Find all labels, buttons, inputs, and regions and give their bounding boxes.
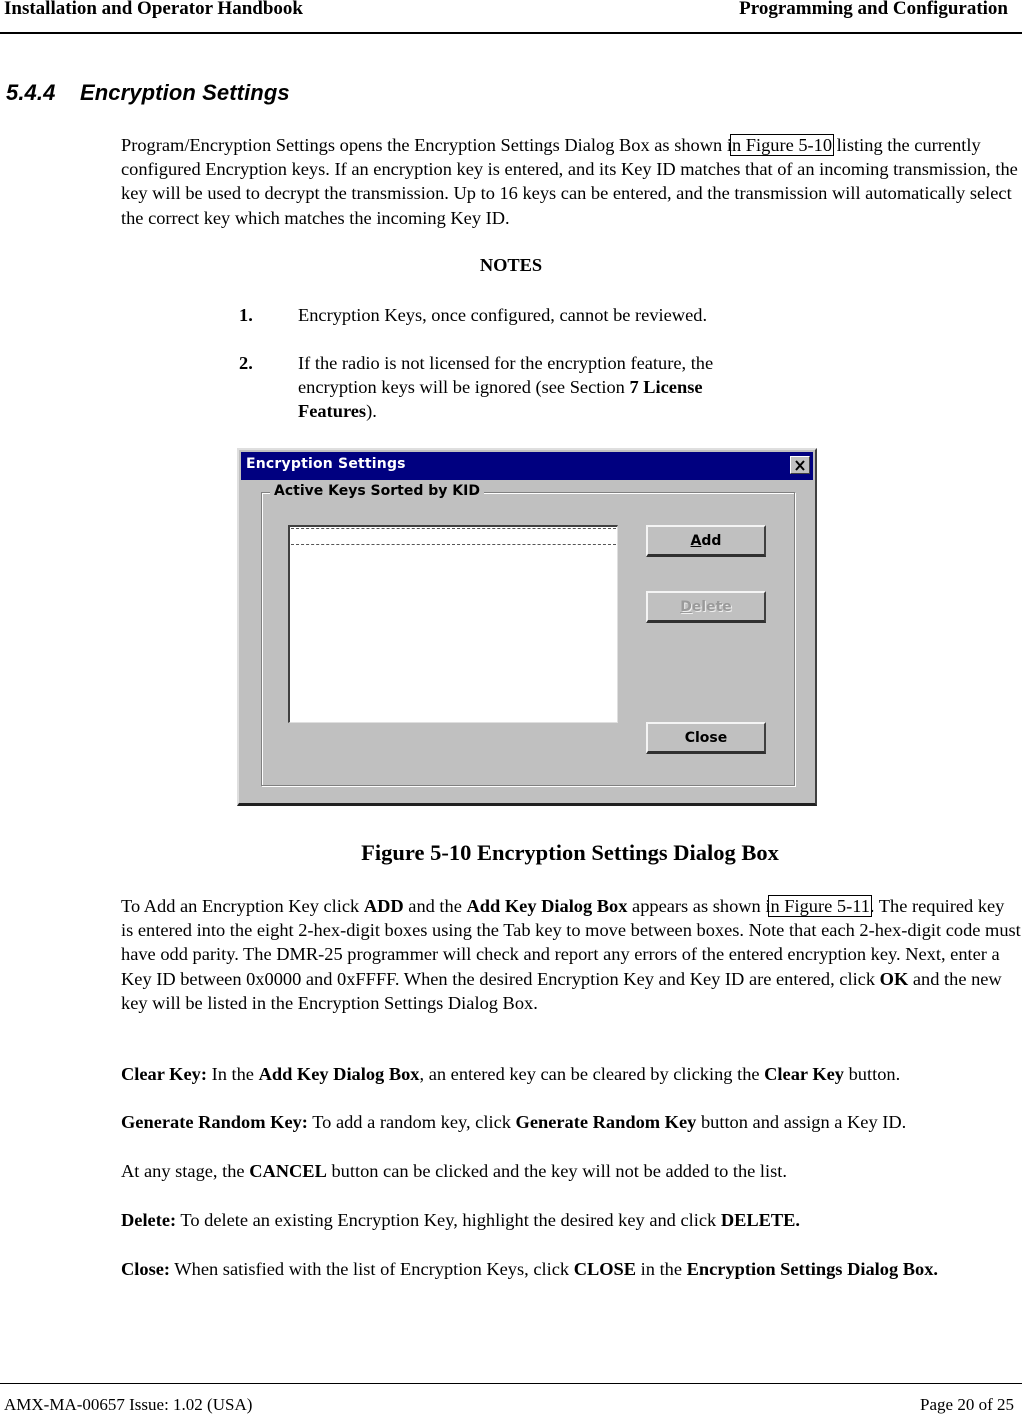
groupbox-label: Active Keys Sorted by KID xyxy=(270,483,484,499)
intro-paragraph xyxy=(121,133,1021,230)
cancel-paragraph: At any stage, the CANCEL button can be clicked and the key will not be added to the list. xyxy=(121,1161,788,1181)
notes-heading: NOTES xyxy=(479,255,543,275)
footer-divider xyxy=(0,1383,1022,1384)
intro-text: Program/Encryption Settings opens the Encryption Settings Dialog Box as shown i xyxy=(121,135,732,155)
close-button[interactable]: Close xyxy=(646,722,766,754)
note-item-1 xyxy=(239,303,779,327)
close-icon xyxy=(794,460,806,471)
note-text: Encryption Keys, once configured, cannot be reviewed. xyxy=(298,305,708,325)
header-chapter-title: Programming and Configuration xyxy=(739,0,1008,19)
active-keys-listbox[interactable] xyxy=(288,525,618,723)
page-header xyxy=(0,0,1022,34)
header-document-title: Installation and Operator Handbook xyxy=(4,0,303,19)
note-number: 2. xyxy=(239,353,253,373)
figure-5-10-link[interactable]: n Figure 5-10 xyxy=(731,135,833,155)
note-number: 1. xyxy=(239,305,253,325)
footer-page-number: Page 20 of 25 xyxy=(920,1395,1014,1414)
add-button[interactable]: Add xyxy=(646,525,766,557)
active-keys-groupbox xyxy=(261,483,795,786)
section-heading xyxy=(6,80,290,106)
dialog-close-button[interactable] xyxy=(790,456,810,474)
close-paragraph: Close: When satisfied with the list of Encryption Keys, click CLOSE in the Encryption Settings Dialog Box. xyxy=(121,1259,939,1279)
figure-5-11-link[interactable]: n Figure 5-11 xyxy=(770,896,870,916)
delete-paragraph: Delete: To delete an existing Encryption Key, highlight the desired key and click DELETE. xyxy=(121,1210,801,1230)
encryption-settings-dialog xyxy=(237,448,817,806)
figure-caption: Figure 5-10 Encryption Settings Dialog Box xyxy=(361,840,779,865)
note-text: If the radio is not licensed for the encryption feature, the encryption keys will be ignored (see Section 7 License Features). xyxy=(298,353,714,422)
add-key-paragraph: To Add an Encryption Key click ADD and the Add Key Dialog Box appears as shown in Figure 5-11. The required key is entered into the eight 2-hex-digit boxes using the Tab key to move between boxes. Note that each 2-hex-digit code must have odd parity. The DMR-25 programmer will check and report any errors of the entered encryption key. Next, enter a Key ID between 0x0000 and 0xFFFF. When the desired Encryption Key and Key ID are entered, click OK and the new key will be listed in the Encryption Settings Dialog Box. xyxy=(121,896,1021,1013)
note-item-2 xyxy=(239,351,769,424)
footer-doc-id: AMX-MA-00657 Issue: 1.02 (USA) xyxy=(4,1395,253,1414)
delete-button[interactable]: Delete xyxy=(646,591,766,623)
random-key-paragraph: Generate Random Key: To add a random key, click Generate Random Key button and assign a Key ID. xyxy=(121,1112,907,1132)
license-features-ref: 7 License Features xyxy=(298,377,703,422)
section-title: Encryption Settings xyxy=(80,80,290,105)
list-focus-row[interactable] xyxy=(291,528,616,545)
dialog-title: Encryption Settings xyxy=(246,456,406,472)
section-number: 5.4.4 xyxy=(6,80,56,105)
clear-key-paragraph: Clear Key: In the Add Key Dialog Box, an entered key can be cleared by clicking the Clear Key button. xyxy=(121,1064,901,1084)
dialog-titlebar[interactable] xyxy=(241,452,813,480)
intro-text-cont: listing the currently configured Encryption keys. If an encryption key is entered, and its Key ID matches that of an incoming transmission, the key will be used to decrypt the transmission. Up to 16 keys can be entered, and the transmission will automatically select the correct key which matches the incoming Key ID. xyxy=(121,135,1018,228)
